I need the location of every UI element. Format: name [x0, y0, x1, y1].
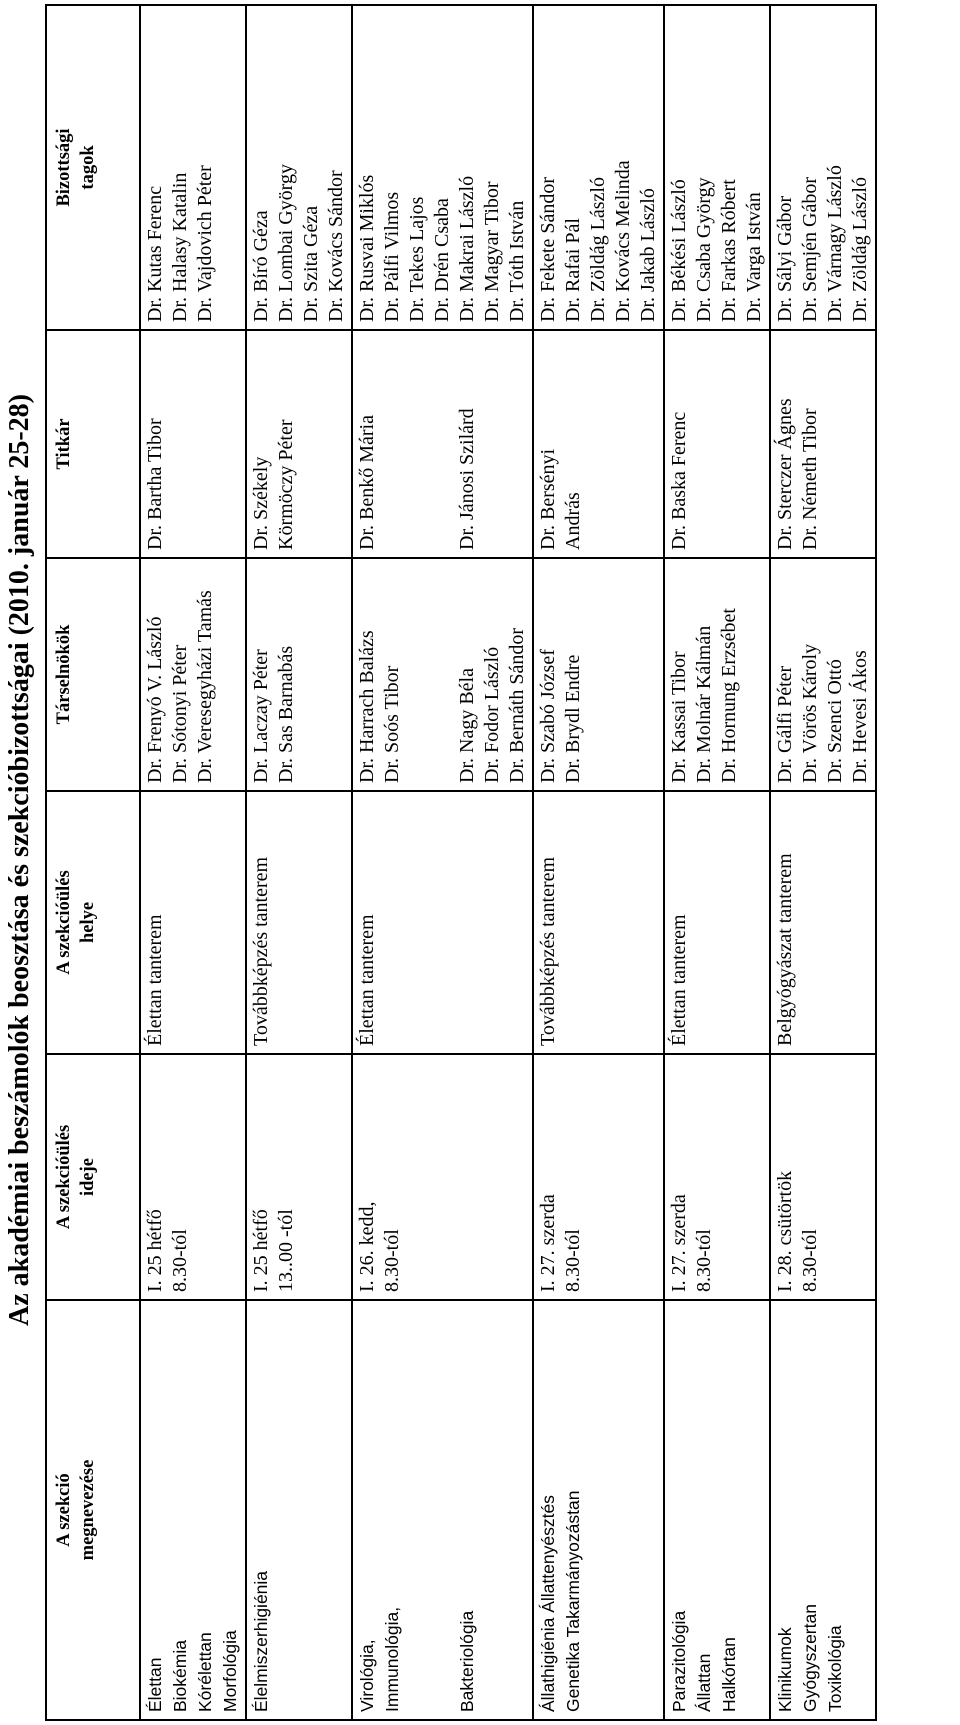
committee-members-line: Dr. Vajdovich Péter: [194, 165, 216, 322]
secretary-line: Dr. Németh Tibor: [799, 408, 821, 550]
table-row: [140, 5, 246, 1720]
section-name-line: Biokémia: [170, 1640, 190, 1712]
co-chairs-cell: [140, 558, 246, 791]
section-name-line: Genetika Takarmányozástan: [563, 1490, 583, 1712]
table-row: [352, 5, 533, 1720]
table-row: [533, 5, 664, 1720]
session-time-line: I. 26. kedd,: [356, 1201, 378, 1292]
document-title: Az akadémiai beszámolók beosztása és szekcióbizottságai (2010. január 25-28): [4, 394, 35, 1326]
secretary-line: Dr. Jánosi Szilárd: [456, 408, 478, 550]
co-chairs-cell: [664, 558, 770, 791]
session-place-cell: [140, 791, 246, 1054]
secretary-line: [430, 338, 455, 550]
session-time-line: 8.30-tól: [693, 1229, 715, 1292]
committee-members-line: Dr. Drén Csaba: [431, 198, 453, 322]
section-name-line: Állattan: [694, 1653, 714, 1712]
secretary-line: Dr. Bersényi: [537, 448, 559, 550]
co-chairs-line: [430, 566, 455, 783]
secretary-line: Dr. Baska Ferenc: [668, 411, 690, 550]
section-name-line: Parazitológia: [669, 1610, 689, 1712]
session-time-cell: [140, 1054, 246, 1300]
committee-members-line: Dr. Varga István: [743, 192, 765, 322]
section-name-cell: [246, 1300, 352, 1720]
co-chairs-line: Dr. Laczay Péter: [250, 649, 272, 783]
co-chairs-cell: [246, 558, 352, 791]
co-chairs-line: Dr. Hevesi Ákos: [849, 650, 871, 783]
section-name-cell: [352, 1300, 533, 1720]
table-row: [664, 5, 770, 1720]
session-time-cell: [246, 1054, 352, 1300]
section-name-line: Morfológia: [220, 1630, 240, 1712]
table-row: [770, 5, 876, 1720]
session-place-cell: [246, 791, 352, 1054]
section-name-line: Halkórtan: [719, 1637, 739, 1712]
committee-members-line: Dr. Semjén Gábor: [799, 177, 821, 322]
co-chairs-line: Dr. Veresegyházi Tamás: [194, 590, 216, 783]
session-place-line: Belgyógyászat tanterem: [774, 853, 796, 1046]
committee-members-line: Dr. Kutas Ferenc: [144, 185, 166, 322]
session-time-line: 8.30-tól: [169, 1229, 191, 1292]
header-session-time: A szekcióülés ideje: [46, 1054, 140, 1300]
section-name-line: Toxikológia: [825, 1625, 845, 1712]
co-chairs-line: Dr. Fodor László: [481, 646, 503, 783]
co-chairs-cell: [770, 558, 876, 791]
committee-members-line: Dr. Bíró Géza: [250, 210, 272, 322]
section-name-line: [405, 1308, 430, 1712]
co-chairs-line: Dr. Soós Tibor: [381, 665, 403, 783]
secretary-cell: [533, 330, 664, 558]
committee-members-line: Dr. Szita Géza: [300, 205, 322, 322]
secretary-cell: [246, 330, 352, 558]
secretary-line: Dr. Székely: [250, 456, 272, 550]
co-chairs-line: Dr. Gálfi Péter: [774, 665, 796, 783]
session-place-cell: [533, 791, 664, 1054]
section-name-cell: [533, 1300, 664, 1720]
secretary-line: Dr. Sterczer Ágnes: [774, 398, 796, 550]
committee-members-line: Dr. Kovács Sándor: [325, 170, 347, 322]
co-chairs-line: Dr. Hornung Erzsébet: [718, 608, 740, 783]
session-place-cell: [770, 791, 876, 1054]
secretary-line: András: [562, 492, 584, 550]
co-chairs-line: [405, 566, 430, 783]
co-chairs-line: Dr. Sas Barnabás: [275, 645, 297, 783]
committee-members-line: Dr. Várnagy László: [824, 165, 846, 322]
committee-members-line: Dr. Halasy Katalin: [169, 172, 191, 322]
session-time-cell: [352, 1054, 533, 1300]
secretary-cell: [770, 330, 876, 558]
header-section-name: A szekció megnevezése: [46, 1300, 140, 1720]
secretary-line: [405, 338, 430, 550]
committee-members-line: Dr. Pálfi Vilmos: [381, 191, 403, 322]
table-row: [246, 5, 352, 1720]
session-time-line: I. 25 hétfő: [250, 1209, 272, 1292]
section-name-line: Kórélettan: [195, 1632, 215, 1712]
header-secretary: Titkár: [46, 330, 140, 558]
committee-members-line: Dr. Zöldág László: [849, 177, 871, 322]
session-place-cell: [664, 791, 770, 1054]
session-time-line: I. 28. csütörtök: [774, 1170, 796, 1292]
session-time-line: 8.30-tól: [381, 1229, 403, 1292]
committee-members-line: Dr. Békési László: [668, 179, 690, 322]
section-name-cell: [770, 1300, 876, 1720]
header-committee-members: Bizottsági tagok: [46, 5, 140, 330]
session-time-line: 8.30-tól: [799, 1229, 821, 1292]
section-name-cell: [140, 1300, 246, 1720]
committee-members-line: Dr. Sályi Gábor: [774, 195, 796, 322]
committee-members-line: Dr. Csaba György: [693, 177, 715, 322]
section-name-line: Élelmiszerhigiénia: [251, 1570, 271, 1712]
co-chairs-cell: [533, 558, 664, 791]
committee-members-line: Dr. Farkas Róbert: [718, 179, 740, 322]
committee-members-line: Dr. Jakab László: [637, 188, 659, 322]
header-co-chairs: Társelnökök: [46, 558, 140, 791]
section-schedule-table: [45, 4, 877, 1721]
secretary-line: [380, 338, 405, 550]
committee-members-line: Dr. Rusvai Miklós: [356, 174, 378, 322]
section-name-line: Gyógyszertan: [800, 1604, 820, 1712]
secretary-cell: [140, 330, 246, 558]
section-name-line: Bakteriológia: [457, 1610, 477, 1712]
session-place-line: Élettan tanterem: [668, 914, 690, 1046]
session-time-line: I. 27. szerda: [537, 1194, 559, 1292]
committee-members-cell: [352, 5, 533, 330]
session-time-cell: [533, 1054, 664, 1300]
session-place-line: Élettan tanterem: [356, 914, 378, 1046]
co-chairs-line: Dr. Szabó József: [537, 649, 559, 783]
secretary-line: Dr. Bartha Tibor: [144, 418, 166, 550]
secretary-cell: [664, 330, 770, 558]
committee-members-cell: [140, 5, 246, 330]
section-name-line: Immunológia,: [382, 1606, 402, 1712]
committee-members-cell: [533, 5, 664, 330]
co-chairs-line: Dr. Frenyó V. László: [144, 616, 166, 783]
section-name-cell: [664, 1300, 770, 1720]
co-chairs-line: Dr. Kassai Tibor: [668, 651, 690, 783]
header-session-place: A szekcióülés helye: [46, 791, 140, 1054]
session-place-line: Továbbképzés tanterem: [250, 856, 272, 1046]
section-name-line: Klinikumok: [775, 1627, 795, 1712]
committee-members-cell: [770, 5, 876, 330]
committee-members-line: Dr. Lombai György: [275, 164, 297, 322]
section-name-line: Élettan: [145, 1657, 165, 1712]
committee-members-line: Dr. Kovács Melinda: [612, 160, 634, 322]
committee-members-line: Dr. Rafai Pál: [562, 218, 584, 322]
secretary-cell: [352, 330, 533, 558]
co-chairs-line: Dr. Harrach Balázs: [356, 630, 378, 783]
session-time-line: I. 25 hétfő: [144, 1209, 166, 1292]
committee-members-cell: [664, 5, 770, 330]
session-time-cell: [664, 1054, 770, 1300]
co-chairs-line: Dr. Sótonyi Péter: [169, 644, 191, 783]
committee-members-line: Dr. Magyar Tibor: [481, 181, 503, 322]
committee-members-line: Dr. Zöldág László: [587, 177, 609, 322]
committee-members-line: Dr. Tóth István: [506, 200, 528, 322]
table-header-row: [46, 5, 140, 1720]
committee-members-line: Dr. Fekete Sándor: [537, 177, 559, 322]
co-chairs-line: Dr. Szenci Ottó: [824, 659, 846, 783]
section-name-line: Virológia,: [357, 1639, 377, 1712]
co-chairs-line: Dr. Vörös Károly: [799, 643, 821, 783]
session-place-line: Továbbképzés tanterem: [537, 856, 559, 1046]
session-place-cell: [352, 791, 533, 1054]
co-chairs-line: Dr. Nagy Béla: [456, 668, 478, 783]
session-time-line: 8.30-tól: [562, 1229, 584, 1292]
committee-members-line: Dr. Tekes Lajos: [406, 196, 428, 322]
committee-members-line: Dr. Makrai László: [456, 175, 478, 322]
co-chairs-line: Dr. Brydl Endre: [562, 654, 584, 783]
section-name-line: Állathigiénia Állattenyésztés: [538, 1495, 558, 1712]
section-name-line: [430, 1308, 455, 1712]
secretary-line: Dr. Benkő Mária: [356, 415, 378, 550]
co-chairs-line: Dr. Bernáth Sándor: [506, 628, 528, 783]
co-chairs-cell: [352, 558, 533, 791]
session-time-line: 13..00 -tól: [275, 1209, 297, 1292]
co-chairs-line: Dr. Molnár Kálmán: [693, 625, 715, 783]
committee-members-cell: [246, 5, 352, 330]
session-time-cell: [770, 1054, 876, 1300]
secretary-line: Körmöczy Péter: [275, 419, 297, 550]
session-place-line: Élettan tanterem: [144, 914, 166, 1046]
session-time-line: I. 27. szerda: [668, 1194, 690, 1292]
